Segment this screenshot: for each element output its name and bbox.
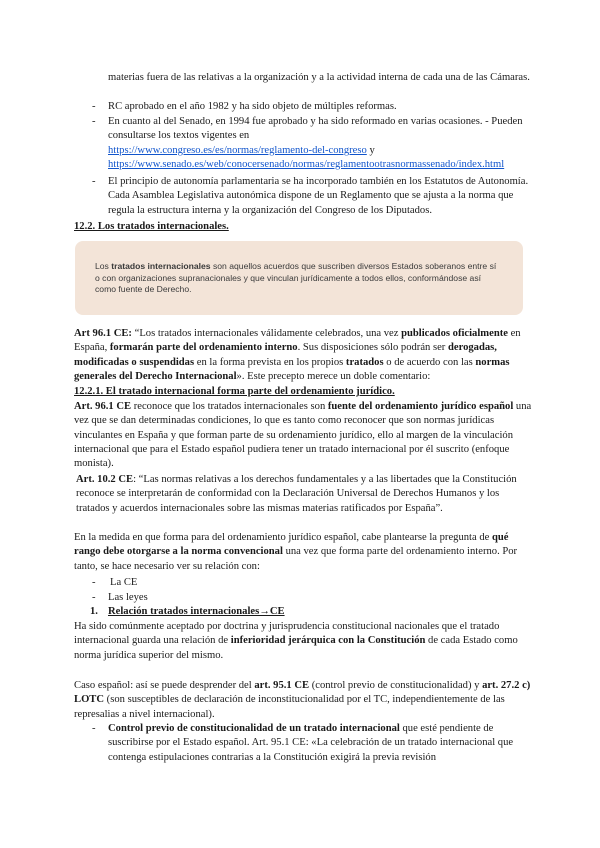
list-bullet: -	[92, 577, 96, 588]
list-item-continuation: materias fuera de las relativas a la organización y a la actividad interna de cada una de las Cámaras.	[108, 72, 530, 83]
section-heading: 12.2.1. El tratado internacional forma parte del ordenamiento jurídico.	[74, 386, 395, 397]
paragraph-caso-espanol: Caso español: así se puede desprender del art. 95.1 CE (control previo de constitucionalidad) y art. 27.2 c) LOTC (son susceptibles de declaración de inconstitucionalidad por el TC, independientemente de las represalias a nivel internacional).	[74, 680, 531, 720]
paragraph-rango: En la medida en que forma para del ordenamiento jurídico español, cabe plantearse la pregunta de qué rango debe otorgarse a la norma convencional una vez que forma parte del ordenamiento interno. Por tanto, se hace necesario ver su relación con:	[74, 532, 518, 572]
list-item: Las leyes	[108, 592, 148, 603]
list-item: El principio de autonomía parlamentaria se ha incorporado también en los Estatutos de Autonomía. Cada Asamblea Legislativa autonómica dispone de un Reglamento que se ajusta a la norma que regula la estructura interna y la organización del Congreso de los Diputados.	[108, 176, 529, 216]
list-item-links	[108, 144, 548, 158]
paragraph-fuente: Art. 96.1 CE reconoce que los tratados internacionales son fuente del ordenamiento jurídico español una vez que se dan determinadas condiciones, lo que es tanto como reconocer que son normas jurídicas vinculantes en España y que forman parte de su ordenamiento jurídico, ello al margen de la vinculación internacional que para el Estado español pudiera tener un tratado internacional por él suscrito (enfoque monista).	[74, 401, 532, 470]
list-item: Control previo de constitucionalidad de un tratado internacional que esté pendiente de suscribirse por el Estado español. Art. 95.1 CE: «La celebración de un tratado internacional que contenga estipulaciones contrarias a la Constitución exigirá la previa revisión	[108, 723, 514, 763]
list-bullet: -	[92, 116, 96, 127]
list-bullet: -	[92, 592, 96, 603]
list-item: La CE	[110, 577, 138, 588]
definition-text: Los tratados internacionales son aquellos acuerdos que suscriben diversos Estados soberanos entre sí o con organizaciones supranacionales y que vinculan jurídicamente a todos ellos, conformándose así como fuente de Derecho.	[95, 261, 497, 295]
subsection-heading: Relación tratados internacionales→CE	[108, 606, 285, 617]
link-reglamento-congreso[interactable]: https://www.congreso.es/es/normas/reglamento-del-congreso	[108, 145, 367, 156]
numbered-marker: 1.	[90, 606, 98, 617]
link-separator: y	[366, 145, 375, 156]
paragraph-relacion: Ha sido comúnmente aceptado por doctrina y jurisprudencia constitucional nacionales que el tratado internacional guarda una relación de inferioridad jerárquica con la Constitución de cada Estado como norma jurídica superior del mismo.	[74, 621, 518, 661]
paragraph-art-96-1: Art 96.1 CE: “Los tratados internacionales válidamente celebrados, una vez publicados oficialmente en España, formarán parte del ordenamiento interno. Sus disposiciones sólo podrán ser derogadas, modificadas o suspendidas en la forma prevista en los propios tratados o de acuerdo con las normas generales del Derecho Internacional». Este precepto merece un doble comentario:	[74, 328, 521, 382]
list-bullet: -	[92, 723, 96, 734]
link-reglamento-senado[interactable]: https://www.senado.es/web/conocersenado/normas/reglamentootrasnormassenado/index.html	[108, 159, 505, 170]
list-bullet: -	[92, 101, 96, 112]
paragraph-art-10-2: Art. 10.2 CE: “Las normas relativas a los derechos fundamentales y a las libertades que la Constitución reconoce se interpretarán de conformidad con la Declaración Universal de Derechos Humanos y los tratados y acuerdos internacionales sobre las mismas materias ratificados por España”.	[76, 474, 517, 514]
definition-box	[75, 241, 523, 315]
list-item: RC aprobado en el año 1982 y ha sido objeto de múltiples reformas.	[108, 101, 397, 112]
list-bullet: -	[92, 176, 96, 187]
list-item: En cuanto al del Senado, en 1994 fue aprobado y ha sido reformado en varias ocasiones. - Pueden consultarse los textos vigentes en	[108, 116, 523, 142]
section-heading: 12.2. Los tratados internacionales.	[74, 221, 229, 232]
list-item-links	[108, 158, 548, 172]
